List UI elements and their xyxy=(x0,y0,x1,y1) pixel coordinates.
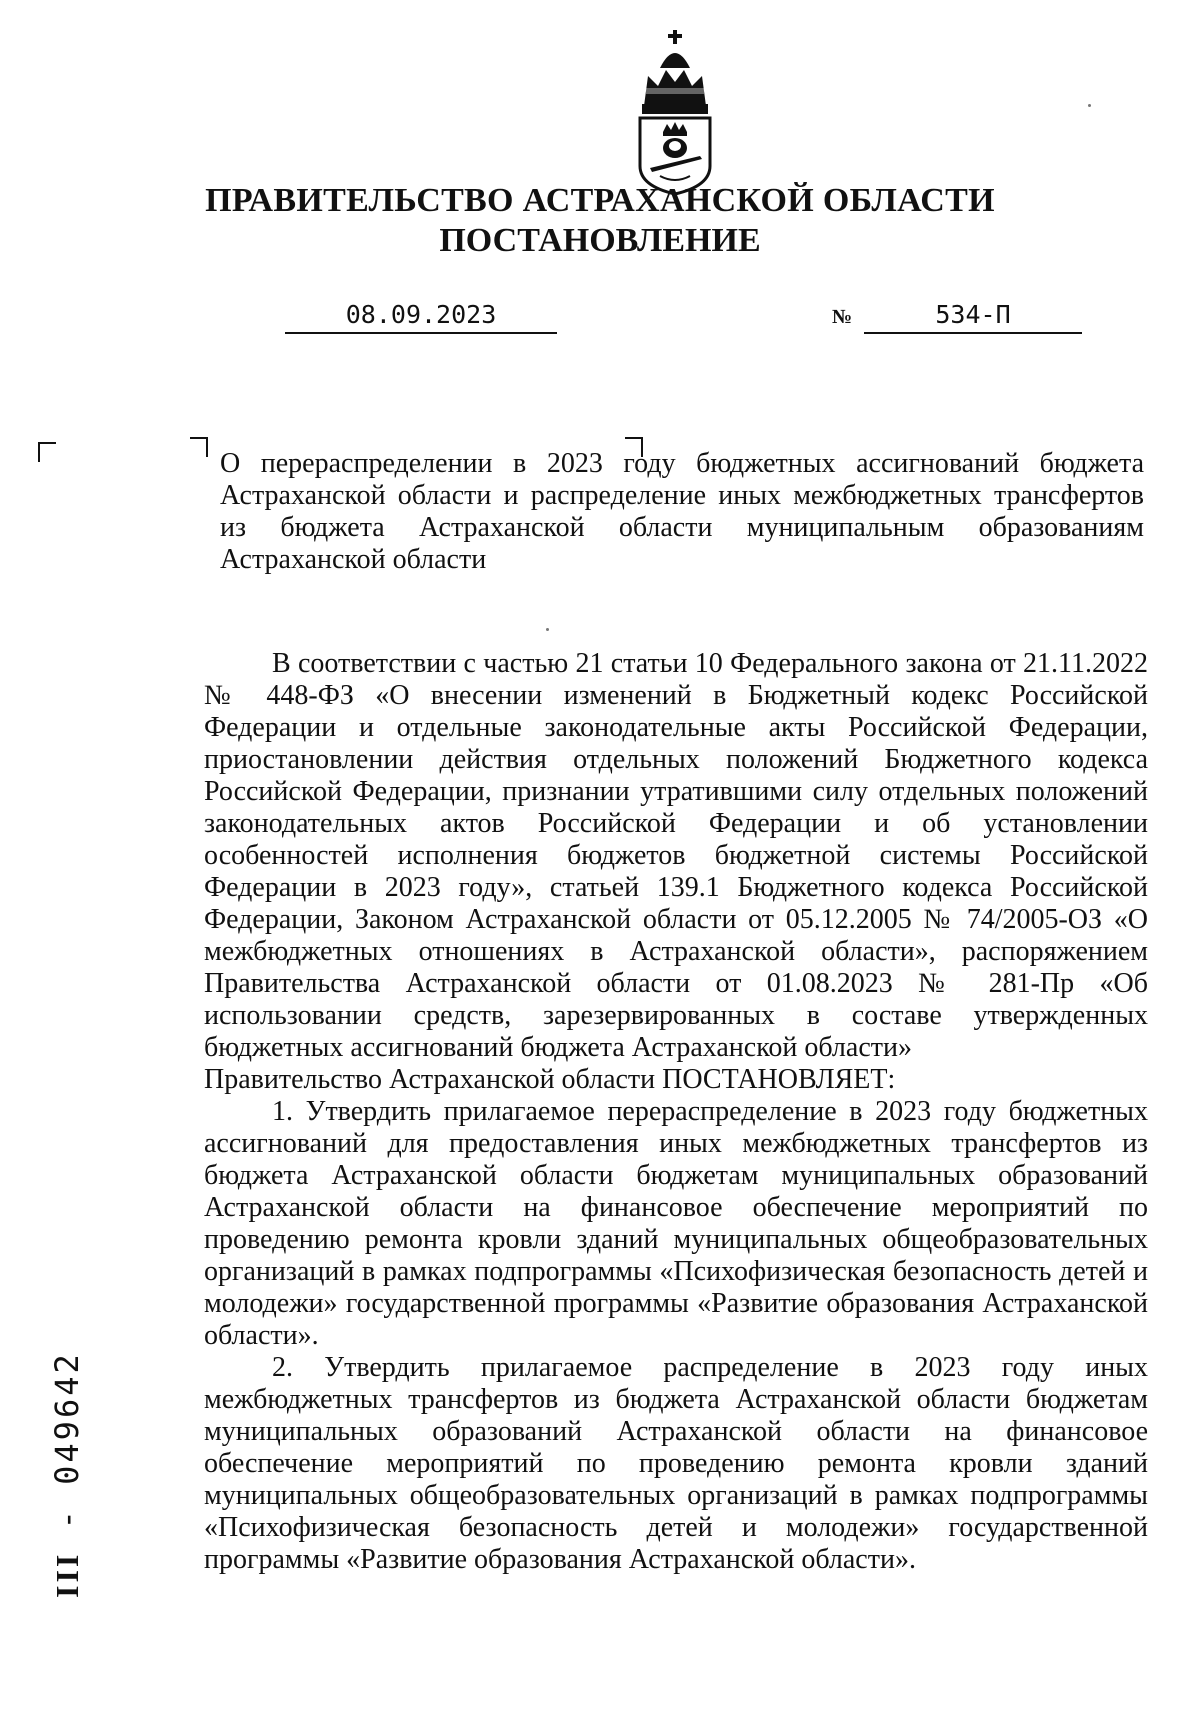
preamble-paragraph: В соответствии с частью 21 статьи 10 Федерального закона от 21.11.2022 № 448-ФЗ «О внесении изменений в Бюджетный кодекс Российской Федерации и отдельные законодательные акты Российской Федерации, приостановлении действия отдельных положений Бюджетного кодекса Российской Федерации, признании утратившими силу отдельных положений законодательных актов Российской Федерации и об установлении особенностей исполнения бюджетов бюджетной системы Российской Федерации в 2023 году», статьей 139.1 Бюджетного кодекса Российской Федерации, Законом Астраханской области от 05.12.2005 № 74/2005-ОЗ «О межбюджетных отношениях в Астраханской области», распоряжением Правительства Астраханской области от 01.08.2023 № 281-Пр «Об использовании средств, зарезервированных в составе утвержденных бюджетных ассигнований бюджета Астраханской области» xyxy=(204,648,1148,1063)
item-2-paragraph: 2. Утвердить прилагаемое распределение в 2023 году иных межбюджетных трансфертов из бюджета Астраханской области бюджетам муниципальных образований Астраханской области на финансовое обеспечение мероприятий по проведению ремонта кровли зданий муниципальных общеобразовательных организаций в рамках подпрограммы «Психофизическая безопасность детей и молодежи» государственной программы «Развитие образования Астраханской области». xyxy=(204,1352,1148,1575)
document-body xyxy=(204,648,1148,1576)
astrakhan-coat-of-arms-icon xyxy=(630,28,720,198)
resolves-line: Правительство Астраханской области ПОСТАНОВЛЯЕТ: xyxy=(204,1064,896,1095)
serial-number-stamp xyxy=(48,1351,88,1598)
subject-line: О перераспределении в 2023 году бюджетных ассигнований бюджета xyxy=(220,448,1144,479)
document-date: 08.09.2023 xyxy=(285,300,557,334)
corner-mark-subject-start xyxy=(190,437,208,457)
subject-line: Астраханской области xyxy=(220,544,487,575)
organization-title: ПРАВИТЕЛЬСТВО АСТРАХАНСКОЙ ОБЛАСТИ xyxy=(205,182,995,219)
number-sign: № xyxy=(832,306,853,328)
corner-mark-left xyxy=(38,442,56,462)
serial-separator: - xyxy=(48,1484,86,1552)
document-type-title: ПОСТАНОВЛЕНИЕ xyxy=(439,222,761,259)
document-subject xyxy=(220,448,1144,576)
scan-speck xyxy=(1088,104,1091,107)
item-1-paragraph: 1. Утвердить прилагаемое перераспределение в 2023 году бюджетных ассигнований для предоставления иных межбюджетных трансфертов из бюджета Астраханской области бюджетам муниципальных образований Астраханской области на финансовое обеспечение мероприятий по проведению ремонта кровли зданий муниципальных общеобразовательных организаций в рамках подпрограммы «Психофизическая безопасность детей и молодежи» государственной программы «Развитие образования Астраханской области». xyxy=(204,1096,1148,1351)
serial-number: 049642 xyxy=(48,1351,86,1485)
subject-line: Астраханской области и распределение иных межбюджетных трансфертов xyxy=(220,480,1144,511)
subject-line: из бюджета Астраханской области муниципальным образованиям xyxy=(220,512,1144,543)
document-number: 534-П xyxy=(864,300,1082,334)
serial-prefix: III xyxy=(49,1551,85,1598)
scan-speck xyxy=(546,628,549,631)
